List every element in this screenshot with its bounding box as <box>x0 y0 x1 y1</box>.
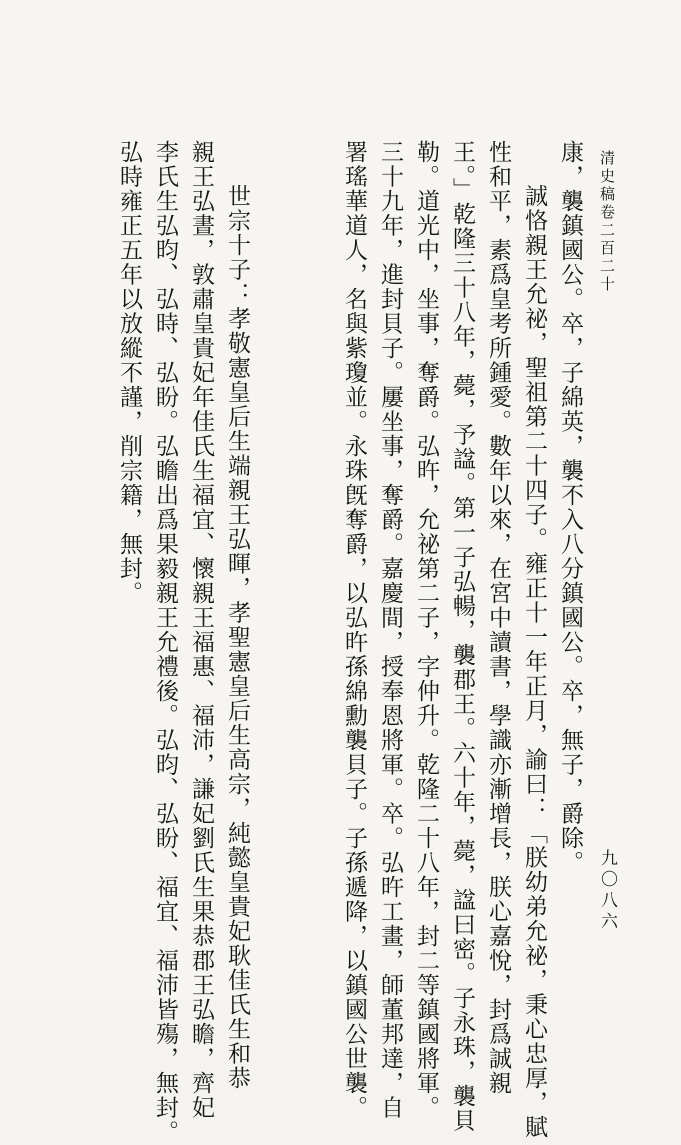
text-column-6: 三十九年，進封貝子。屢坐事，奪爵。嘉慶間，授奉恩將軍。卒。弘旿工畫，師董邦達，自 <box>377 140 403 1120</box>
text-column-4: 王。」乾隆三十八年，薨，予諡。第一子弘暢，襲郡王。六十年，薨，諡曰密。子永珠，襲貝 <box>449 140 475 1133</box>
text-column-9: 親王弘晝，敦肅皇貴妃年佳氏生福宜、懷親王福惠、福沛，謙妃劉氏生果恭郡王弘瞻，齊妃 <box>188 140 214 1120</box>
text-column-8: 世宗十子：孝敬憲皇后生端親王弘暉，孝聖憲皇后生高宗，純懿皇貴妃耿佳氏生和恭 <box>224 184 250 1091</box>
text-column-5: 勒。道光中，坐事，奪爵。弘旿，允祕第二子，字仲升。乾隆二十八年，封二等鎮國將軍。 <box>413 140 439 1120</box>
text-column-10: 李氏生弘昀、弘時、弘盼。弘瞻出爲果毅親王允禮後。弘昀、弘盼、福宜、福沛皆殤，無封。 <box>152 140 178 1145</box>
text-column-2: 誠恪親王允祕，聖祖第二十四子。雍正十一年正月，諭曰：「朕幼弟允祕，秉心忠厚，賦 <box>521 184 547 1140</box>
running-header <box>598 150 615 933</box>
page-number: 九〇八六 <box>597 849 617 933</box>
running-title: 清史稿卷二百二十 <box>598 150 616 294</box>
text-column-7: 署瑤華道人，名與紫瓊並。永珠旣奪爵，以弘旿孫綿勳襲貝子。子孫遞降，以鎮國公世襲。 <box>341 140 367 1120</box>
text-column-3: 性和平，素爲皇考所鍾愛。數年以來，在宮中讀書，學識亦漸增長，朕心嘉悅，封爲誠親 <box>485 140 511 1096</box>
text-column-1: 康，襲鎮國公。卒，子綿英，襲不入八分鎮國公。卒，無子，爵除。 <box>557 140 583 875</box>
section-spacer <box>255 140 275 900</box>
text-column-11: 弘時雍正五年以放縱不謹，削宗籍，無封。 <box>116 140 142 606</box>
